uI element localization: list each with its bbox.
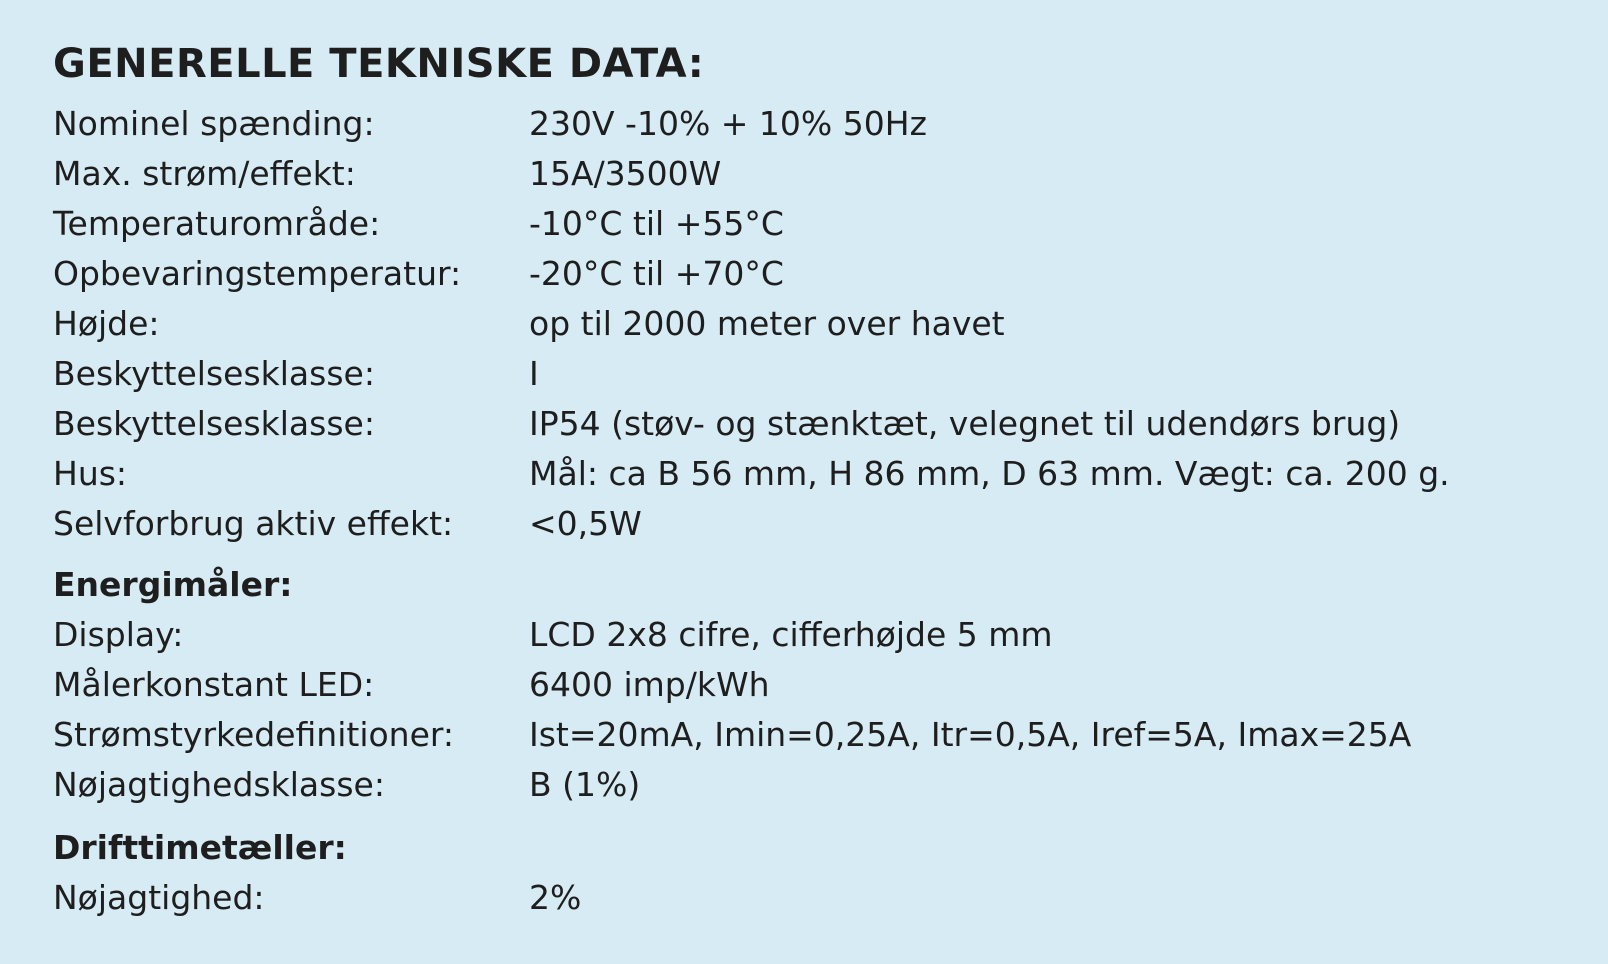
spec-row-ip-rating xyxy=(53,399,1553,449)
spec-label: Selvforbrug aktiv effekt: xyxy=(53,504,454,543)
spec-row-housing xyxy=(53,449,1553,499)
spec-value: 6400 imp/kWh xyxy=(529,665,770,704)
spec-value: <0,5W xyxy=(529,504,642,543)
hour-counter-heading: Drifttimetæller: xyxy=(53,828,347,867)
spec-label: Nominel spænding: xyxy=(53,104,375,143)
spec-row-protection-class xyxy=(53,349,1553,399)
spec-label: Display: xyxy=(53,615,184,654)
spec-value: 2% xyxy=(529,878,582,917)
spec-value: -10°C til +55°C xyxy=(529,204,784,243)
spec-label: Nøjagtighed: xyxy=(53,878,265,917)
spec-value: op til 2000 meter over havet xyxy=(529,304,1005,343)
technical-data-panel xyxy=(53,34,1553,923)
spec-row-accuracy xyxy=(53,873,1553,923)
spec-row-current-definitions xyxy=(53,710,1553,760)
spec-value: Mål: ca B 56 mm, H 86 mm, D 63 mm. Vægt: ca. 200 g. xyxy=(529,454,1450,493)
page-title: GENERELLE TEKNISKE DATA: xyxy=(53,41,705,87)
spec-label: Højde: xyxy=(53,304,160,343)
spec-label: Nøjagtighedsklasse: xyxy=(53,765,385,804)
spec-label: Strømstyrkedefinitioner: xyxy=(53,715,454,754)
spec-row-self-consumption xyxy=(53,499,1553,549)
energy-meter-section xyxy=(53,560,1553,810)
spec-value: -20°C til +70°C xyxy=(529,254,784,293)
spec-value: 230V -10% + 10% 50Hz xyxy=(529,104,927,143)
spec-value: B (1%) xyxy=(529,765,641,804)
spec-label: Beskyttelsesklasse: xyxy=(53,354,375,393)
hour-counter-section xyxy=(53,823,1553,923)
spec-row-temperature-range xyxy=(53,199,1553,249)
spec-row-max-current xyxy=(53,149,1553,199)
spec-row-meter-constant xyxy=(53,660,1553,710)
spec-label: Opbevaringstemperatur: xyxy=(53,254,462,293)
spec-label: Max. strøm/effekt: xyxy=(53,154,356,193)
spec-value: I xyxy=(529,354,539,393)
spec-value: LCD 2x8 cifre, cifferhøjde 5 mm xyxy=(529,615,1053,654)
spec-label: Temperaturområde: xyxy=(53,204,381,243)
spec-value: IP54 (støv- og stænktæt, velegnet til udendørs brug) xyxy=(529,404,1401,443)
energy-meter-heading: Energimåler: xyxy=(53,565,293,604)
spec-value: Ist=20mA, Imin=0,25A, Itr=0,5A, Iref=5A, Imax=25A xyxy=(529,715,1412,754)
spec-row-display xyxy=(53,610,1553,660)
spec-row-storage-temperature xyxy=(53,249,1553,299)
spec-label: Beskyttelsesklasse: xyxy=(53,404,375,443)
spec-row-accuracy-class xyxy=(53,760,1553,810)
spec-label: Hus: xyxy=(53,454,128,493)
spec-row-altitude xyxy=(53,299,1553,349)
spec-value: 15A/3500W xyxy=(529,154,722,193)
general-spec-list xyxy=(53,99,1553,549)
spec-label: Målerkonstant LED: xyxy=(53,665,375,704)
spec-row-nominal-voltage xyxy=(53,99,1553,149)
